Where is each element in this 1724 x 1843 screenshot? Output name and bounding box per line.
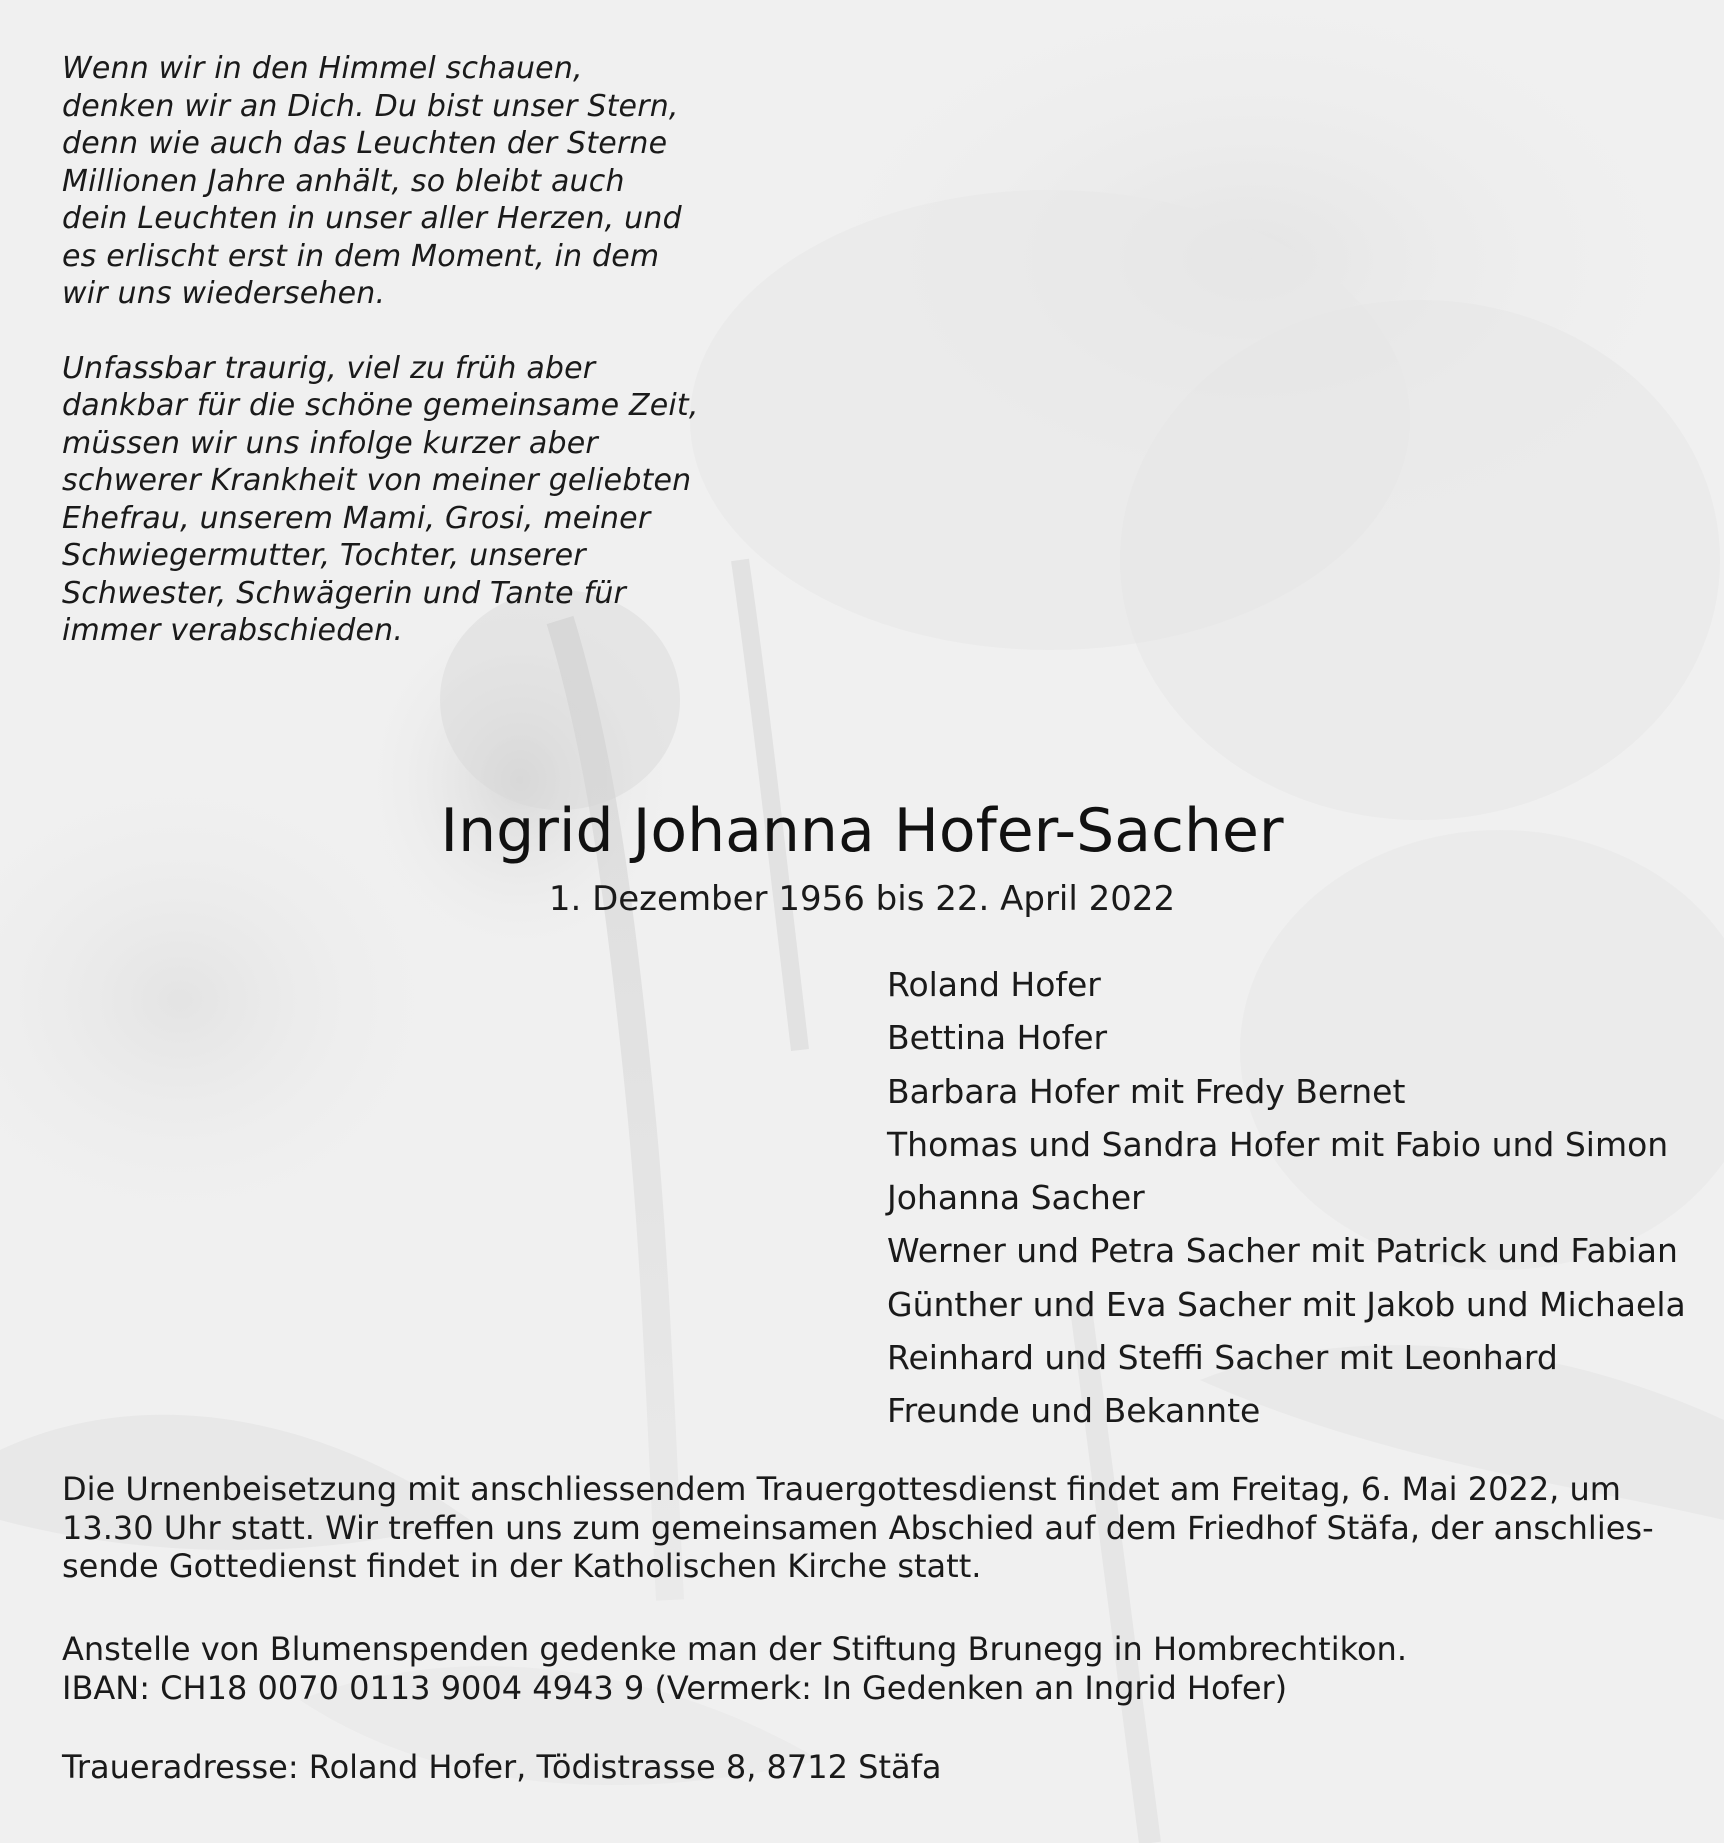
iban-line: IBAN: CH18 0070 0113 9004 4943 9 (Vermerk: In Gedenken an Ingrid Hofer) [62,1668,1288,1707]
poem-line: es erlischt erst in dem Moment, in dem [62,238,660,274]
service-line: sende Gottedienst findet in der Katholischen Kirche statt. [62,1547,982,1585]
service-announcement [62,1470,1665,1586]
poem-line: Ehefrau, unserem Mami, Grosi, meiner [62,500,651,536]
mourning-address: Traueradresse: Roland Hofer, Tödistrasse 8, 8712 Stäfa [62,1748,942,1786]
stanza-gap [62,313,702,350]
mourner-entry: Bettina Hofer [887,1018,1108,1058]
poem-line: denken wir an Dich. Du bist unser Stern, [62,88,679,124]
poem-line: Schwester, Schwägerin und Tante für [62,575,627,611]
donation-note [62,1630,1407,1707]
poem-line: dankbar für die schöne gemeinsame Zeit, [62,388,699,423]
mourners-list [887,958,1686,1438]
mourner-entry: Günther und Eva Sacher mit Jakob und Michaela [887,1284,1686,1324]
deceased-name: Ingrid Johanna Hofer-Sacher [440,796,1284,866]
poem-line: müssen wir uns infolge kurzer aber [62,425,598,461]
mourner-entry: Barbara Hofer mit Fredy Bernet [887,1071,1406,1111]
poem-line: Schwiegermutter, Tochter, unserer [62,538,586,573]
poem-line: Unfassbar traurig, viel zu früh aber [62,350,596,386]
mourner-entry: Thomas und Sandra Hofer mit Fabio und Simon [887,1124,1669,1164]
mourner-entry: Reinhard und Steffi Sacher mit Leonhard [887,1338,1558,1378]
mourner-entry: Johanna Sacher [887,1178,1145,1218]
mourner-entry: Werner und Petra Sacher mit Patrick und Fabian [887,1231,1678,1271]
service-line: Die Urnenbeisetzung mit anschliessendem Trauergottesdienst findet am Freitag, 6. Mai 2022, um [62,1470,1621,1508]
poem-line: immer verabschieden. [62,613,404,648]
mourner-entry: Roland Hofer [887,965,1101,1004]
life-dates: 1. Dezember 1956 bis 22. April 2022 [548,879,1176,919]
poem-line: Wenn wir in den Himmel schauen, [62,51,583,86]
mourner-entry: Freunde und Bekannte [887,1391,1261,1431]
poem-line: denn wie auch das Leuchten der Sterne [62,126,668,161]
poem [62,50,702,650]
donation-line: Anstelle von Blumenspenden gedenke man der Stiftung Brunegg in Hombrechtikon. [62,1630,1407,1668]
poem-line: wir uns wiedersehen. [62,276,386,311]
poem-line: dein Leuchten in unser aller Herzen, und [62,201,682,236]
service-line: 13.30 Uhr statt. Wir treffen uns zum gemeinsamen Abschied auf dem Friedhof Stäfa, der anschlies- [62,1508,1654,1547]
poem-line: Millionen Jahre anhält, so bleibt auch [62,163,625,199]
poem-line: schwerer Krankheit von meiner geliebten [62,463,692,498]
